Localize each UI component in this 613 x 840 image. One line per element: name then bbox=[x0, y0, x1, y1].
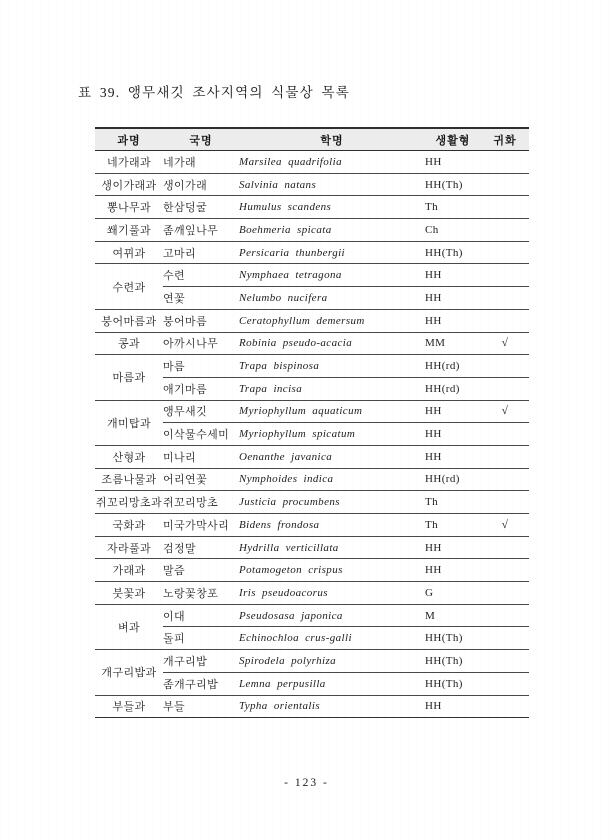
korean-name-cell: 미국가막사리 bbox=[163, 514, 239, 537]
naturalized-cell bbox=[481, 468, 529, 491]
table-row bbox=[95, 695, 529, 718]
scientific-name-cell: Nymphaea tetragona bbox=[239, 264, 425, 287]
table-row bbox=[95, 219, 529, 242]
flora-table bbox=[95, 127, 529, 718]
naturalized-check-mark: √ bbox=[481, 400, 529, 423]
scientific-name-cell: Robinia pseudo-acacia bbox=[239, 332, 425, 355]
table-row bbox=[95, 604, 529, 627]
naturalized-cell bbox=[481, 219, 529, 242]
family-cell: 쥐꼬리망초과 bbox=[95, 491, 163, 514]
life-form-cell: HH(Th) bbox=[425, 650, 481, 673]
scientific-name-cell: Justicia procumbens bbox=[239, 491, 425, 514]
life-form-cell: HH bbox=[425, 287, 481, 310]
naturalized-cell bbox=[481, 695, 529, 718]
scientific-name-cell: Potamogeton crispus bbox=[239, 559, 425, 582]
family-cell: 자라풀과 bbox=[95, 536, 163, 559]
life-form-cell: Th bbox=[425, 491, 481, 514]
family-cell: 붓꽃과 bbox=[95, 582, 163, 605]
family-cell: 개미탑과 bbox=[95, 400, 163, 445]
table-row bbox=[95, 309, 529, 332]
scientific-name-cell: Boehmeria spicata bbox=[239, 219, 425, 242]
scientific-name-cell: Echinochloa crus-galli bbox=[239, 627, 425, 650]
scientific-name-cell: Bidens frondosa bbox=[239, 514, 425, 537]
table-row bbox=[95, 536, 529, 559]
life-form-cell: HH(Th) bbox=[425, 173, 481, 196]
family-cell: 개구리밥과 bbox=[95, 650, 163, 695]
scientific-name-cell: Hydrilla verticillata bbox=[239, 536, 425, 559]
life-form-cell: Ch bbox=[425, 219, 481, 242]
korean-name-cell: 마름 bbox=[163, 355, 239, 378]
naturalized-cell bbox=[481, 377, 529, 400]
korean-name-cell: 좀개구리밥 bbox=[163, 672, 239, 695]
korean-name-cell: 고마리 bbox=[163, 241, 239, 264]
korean-name-cell: 이대 bbox=[163, 604, 239, 627]
life-form-cell: HH bbox=[425, 151, 481, 174]
korean-name-cell: 연꽃 bbox=[163, 287, 239, 310]
life-form-cell: HH bbox=[425, 309, 481, 332]
naturalized-check-mark: √ bbox=[481, 332, 529, 355]
naturalized-cell bbox=[481, 582, 529, 605]
naturalized-cell bbox=[481, 650, 529, 673]
family-cell: 조름나물과 bbox=[95, 468, 163, 491]
scientific-name-cell: Nelumbo nucifera bbox=[239, 287, 425, 310]
life-form-cell: M bbox=[425, 604, 481, 627]
family-cell: 네가래과 bbox=[95, 151, 163, 174]
naturalized-cell bbox=[481, 309, 529, 332]
life-form-cell: HH bbox=[425, 536, 481, 559]
scientific-name-cell: Pseudosasa japonica bbox=[239, 604, 425, 627]
table-header bbox=[95, 128, 529, 151]
korean-name-cell: 어리연꽃 bbox=[163, 468, 239, 491]
family-cell: 뽕나무과 bbox=[95, 196, 163, 219]
korean-name-cell: 네가래 bbox=[163, 151, 239, 174]
family-cell: 가래과 bbox=[95, 559, 163, 582]
naturalized-cell bbox=[481, 287, 529, 310]
naturalized-cell bbox=[481, 445, 529, 468]
family-cell: 콩과 bbox=[95, 332, 163, 355]
header-life-form: 생활형 bbox=[425, 128, 481, 151]
korean-name-cell: 수련 bbox=[163, 264, 239, 287]
table-row bbox=[95, 173, 529, 196]
scientific-name-cell: Spirodela polyrhiza bbox=[239, 650, 425, 673]
header-korean-name: 국명 bbox=[163, 128, 239, 151]
scientific-name-cell: Trapa bispinosa bbox=[239, 355, 425, 378]
scientific-name-cell: Salvinia natans bbox=[239, 173, 425, 196]
korean-name-cell: 애기마름 bbox=[163, 377, 239, 400]
table-row bbox=[95, 241, 529, 264]
family-cell: 생이가래과 bbox=[95, 173, 163, 196]
table-row bbox=[95, 151, 529, 174]
life-form-cell: HH(rd) bbox=[425, 355, 481, 378]
naturalized-cell bbox=[481, 627, 529, 650]
life-form-cell: Th bbox=[425, 514, 481, 537]
life-form-cell: HH bbox=[425, 423, 481, 446]
table-row bbox=[95, 559, 529, 582]
korean-name-cell: 돌피 bbox=[163, 627, 239, 650]
naturalized-cell bbox=[481, 264, 529, 287]
flora-table-container bbox=[95, 127, 529, 718]
korean-name-cell: 생이가래 bbox=[163, 173, 239, 196]
life-form-cell: G bbox=[425, 582, 481, 605]
korean-name-cell: 이삭물수세미 bbox=[163, 423, 239, 446]
life-form-cell: HH(rd) bbox=[425, 468, 481, 491]
naturalized-cell bbox=[481, 559, 529, 582]
korean-name-cell: 개구리밥 bbox=[163, 650, 239, 673]
family-cell: 여뀌과 bbox=[95, 241, 163, 264]
life-form-cell: HH bbox=[425, 400, 481, 423]
life-form-cell: HH bbox=[425, 445, 481, 468]
korean-name-cell: 미나리 bbox=[163, 445, 239, 468]
scientific-name-cell: Persicaria thunbergii bbox=[239, 241, 425, 264]
family-cell: 국화과 bbox=[95, 514, 163, 537]
naturalized-cell bbox=[481, 672, 529, 695]
life-form-cell: HH bbox=[425, 264, 481, 287]
naturalized-cell bbox=[481, 173, 529, 196]
page-number: - 123 - bbox=[284, 777, 329, 789]
naturalized-cell bbox=[481, 355, 529, 378]
scientific-name-cell: Nymphoides indica bbox=[239, 468, 425, 491]
scientific-name-cell: Myriophyllum aquaticum bbox=[239, 400, 425, 423]
korean-name-cell: 한삼덩굴 bbox=[163, 196, 239, 219]
naturalized-cell bbox=[481, 491, 529, 514]
korean-name-cell: 검정말 bbox=[163, 536, 239, 559]
naturalized-cell bbox=[481, 604, 529, 627]
scientific-name-cell: Humulus scandens bbox=[239, 196, 425, 219]
life-form-cell: HH(rd) bbox=[425, 377, 481, 400]
scientific-name-cell: Marsilea quadrifolia bbox=[239, 151, 425, 174]
table-row bbox=[95, 514, 529, 537]
life-form-cell: HH(Th) bbox=[425, 627, 481, 650]
korean-name-cell: 아까시나무 bbox=[163, 332, 239, 355]
header-family: 과명 bbox=[95, 128, 163, 151]
life-form-cell: HH bbox=[425, 559, 481, 582]
table-row bbox=[95, 196, 529, 219]
naturalized-cell bbox=[481, 196, 529, 219]
scientific-name-cell: Iris pseudoacorus bbox=[239, 582, 425, 605]
scientific-name-cell: Myriophyllum spicatum bbox=[239, 423, 425, 446]
naturalized-cell bbox=[481, 536, 529, 559]
table-body bbox=[95, 151, 529, 718]
table-row bbox=[95, 355, 529, 378]
table-row bbox=[95, 491, 529, 514]
naturalized-cell bbox=[481, 241, 529, 264]
korean-name-cell: 노랑꽃창포 bbox=[163, 582, 239, 605]
family-cell: 마름과 bbox=[95, 355, 163, 400]
scientific-name-cell: Lemna perpusilla bbox=[239, 672, 425, 695]
table-caption: 표 39. 앵무새깃 조사지역의 식물상 목록 bbox=[78, 85, 350, 100]
korean-name-cell: 말즘 bbox=[163, 559, 239, 582]
naturalized-cell bbox=[481, 151, 529, 174]
table-row bbox=[95, 650, 529, 673]
life-form-cell: HH bbox=[425, 695, 481, 718]
korean-name-cell: 부들 bbox=[163, 695, 239, 718]
korean-name-cell: 앵무새깃 bbox=[163, 400, 239, 423]
family-cell: 산형과 bbox=[95, 445, 163, 468]
table-row bbox=[95, 332, 529, 355]
family-cell: 쐐기풀과 bbox=[95, 219, 163, 242]
table-row bbox=[95, 445, 529, 468]
header-naturalized: 귀화 bbox=[481, 128, 529, 151]
life-form-cell: HH(Th) bbox=[425, 241, 481, 264]
table-row bbox=[95, 582, 529, 605]
korean-name-cell: 쥐꼬리망초 bbox=[163, 491, 239, 514]
table-row bbox=[95, 468, 529, 491]
family-cell: 부들과 bbox=[95, 695, 163, 718]
table-row bbox=[95, 400, 529, 423]
life-form-cell: MM bbox=[425, 332, 481, 355]
family-cell: 붕어마름과 bbox=[95, 309, 163, 332]
scientific-name-cell: Oenanthe javanica bbox=[239, 445, 425, 468]
table-row bbox=[95, 264, 529, 287]
scientific-name-cell: Trapa incisa bbox=[239, 377, 425, 400]
scientific-name-cell: Typha orientalis bbox=[239, 695, 425, 718]
korean-name-cell: 좀깨잎나무 bbox=[163, 219, 239, 242]
naturalized-check-mark: √ bbox=[481, 514, 529, 537]
life-form-cell: HH(Th) bbox=[425, 672, 481, 695]
header-scientific: 학명 bbox=[239, 128, 425, 151]
family-cell: 수련과 bbox=[95, 264, 163, 309]
naturalized-cell bbox=[481, 423, 529, 446]
scientific-name-cell: Ceratophyllum demersum bbox=[239, 309, 425, 332]
korean-name-cell: 붕어마름 bbox=[163, 309, 239, 332]
life-form-cell: Th bbox=[425, 196, 481, 219]
header-row bbox=[95, 128, 529, 151]
family-cell: 벼과 bbox=[95, 604, 163, 649]
